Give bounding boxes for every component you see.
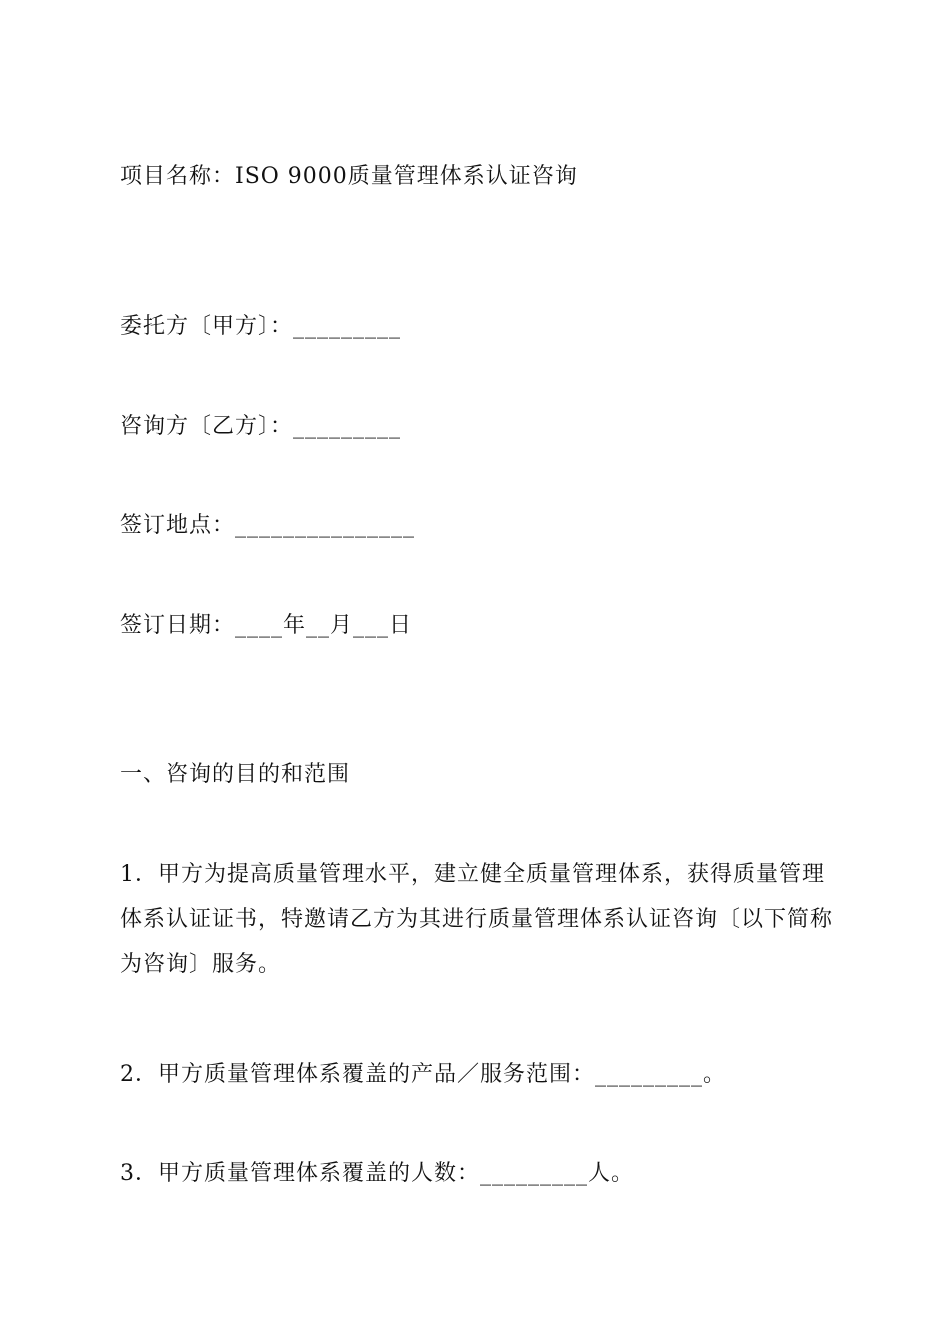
clause-1: 1．甲方为提高质量管理水平，建立健全质量管理体系，获得质量管理体系认证证书，特邀请乙方为其进行质量管理体系认证咨询〔以下简称为咨询〕服务。: [120, 862, 834, 977]
clause-2: 2．甲方质量管理体系覆盖的产品／服务范围：_________。: [120, 1062, 726, 1087]
clause-3: 3．甲方质量管理体系覆盖的人数：_________人。: [120, 1161, 634, 1186]
section-1-heading: 一、咨询的目的和范围: [120, 762, 351, 787]
signing-location-line: 签订地点：_______________: [120, 513, 416, 538]
signing-date-line: 签订日期：____年__月___日: [120, 613, 413, 638]
client-party-line: 委托方〔甲方〕：_________: [120, 314, 402, 339]
project-name-line: 项目名称：ISO 9000质量管理体系认证咨询: [120, 164, 578, 189]
consultant-party-line: 咨询方〔乙方〕：_________: [120, 414, 402, 439]
